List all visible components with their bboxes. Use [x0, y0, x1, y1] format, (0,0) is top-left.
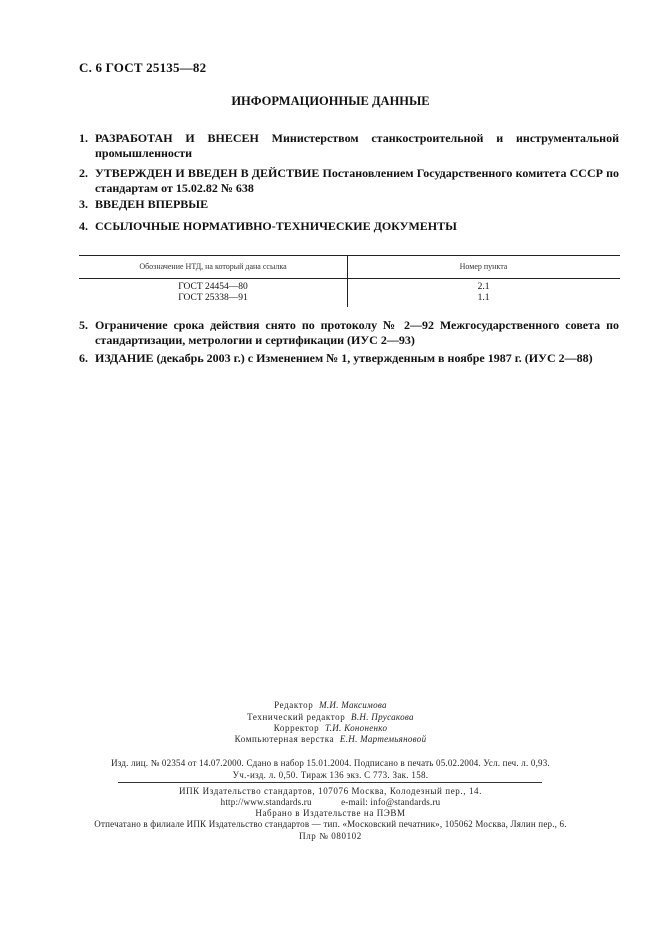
table-cell-clause: 1.1	[477, 293, 490, 303]
publisher-website[interactable]: http://www.standards.ru	[220, 797, 312, 807]
info-item-2	[79, 166, 619, 195]
print-info-line-2: Уч.-изд. л. 0,50. Тираж 136 экз. С 773. Зак. 158.	[232, 770, 429, 780]
publisher-contacts	[0, 797, 661, 807]
table-header-rule	[79, 278, 620, 279]
item-number: 6.	[79, 351, 88, 365]
credit-layout	[0, 734, 661, 744]
item-text: Ограничение срока действия снято по протоколу № 2—92 Межгосударственного совета по стандартизации, метрологии и сертификации (ИУС 2—93)	[95, 318, 619, 347]
item-lead: РАЗРАБОТАН И ВНЕСЕН	[95, 131, 259, 145]
credit-name: В.Н. Прусакова	[351, 712, 414, 722]
credit-label: Технический редактор	[247, 712, 346, 722]
credit-name: Т.И. Кононенко	[324, 723, 388, 733]
publisher-address: ИПК Издательство стандартов, 107076 Москва, Колодезный пер., 14.	[178, 786, 483, 796]
info-item-4	[79, 219, 619, 234]
credit-corrector	[0, 723, 661, 733]
credit-tech-editor	[0, 712, 661, 722]
publisher-email[interactable]: e-mail: info@standards.ru	[341, 797, 441, 807]
credit-label: Редактор	[274, 700, 314, 710]
item-text: Постановлением Государственного комитета СССР по стандартам от 15.02.82 № 638	[95, 166, 620, 195]
license-number: Плр № 080102	[299, 831, 362, 841]
table-header-clause: Номер пункта	[459, 262, 508, 271]
table-cell-clause: 2.1	[477, 282, 490, 292]
printer-info: Отпечатано в филиале ИПК Издательство стандартов — тип. «Московский печатник», 105062 Москва, Лялин пер., 6.	[94, 819, 567, 829]
item-number: 2.	[79, 166, 88, 180]
item-number: 4.	[79, 219, 88, 233]
table-cell-document: ГОСТ 25338—91	[178, 293, 248, 303]
item-lead: УТВЕРЖДЕН И ВВЕДЕН В ДЕЙСТВИЕ	[95, 166, 320, 180]
info-item-5	[79, 318, 619, 347]
section-title: ИНФОРМАЦИОННЫЕ ДАННЫЕ	[231, 94, 430, 108]
credit-label: Корректор	[273, 723, 320, 733]
info-item-3	[79, 197, 619, 212]
references-table	[79, 255, 620, 303]
imprint-separator	[118, 782, 542, 783]
info-item-6	[79, 351, 619, 366]
table-header-document: Обозначение НТД, на который дана ссылка	[139, 262, 287, 271]
item-text: ИЗДАНИЕ (декабрь 2003 г.) с Изменением № 1, утвержденным в ноябре 1987 г. (ИУС 2—88)	[95, 351, 593, 365]
print-info-line-1: Изд. лиц. № 02354 от 14.07.2000. Сдано в набор 15.01.2004. Подписано в печать 05.02.2004. Усл. печ. л. 0,93.	[111, 758, 550, 768]
credit-label: Компьютерная верстка	[234, 734, 335, 744]
credit-name: Е.Н. Мартемьяновой	[339, 734, 427, 744]
item-number: 3.	[79, 197, 88, 211]
item-text: Министерством станкостроительной и инструментальной промышленности	[95, 131, 620, 160]
typeset-note: Набрано в Издательстве на ПЭВМ	[255, 808, 406, 818]
credit-editor	[0, 700, 661, 710]
item-lead: ССЫЛОЧНЫЕ НОРМАТИВНО-ТЕХНИЧЕСКИЕ ДОКУМЕНТЫ	[95, 219, 457, 233]
page-header: С. 6 ГОСТ 25135—82	[79, 60, 207, 75]
item-lead: ВВЕДЕН ВПЕРВЫЕ	[95, 197, 209, 211]
item-number: 1.	[79, 131, 88, 145]
item-number: 5.	[79, 318, 88, 332]
credit-name: М.И. Максимова	[319, 700, 387, 710]
info-item-1	[79, 131, 619, 160]
table-cell-document: ГОСТ 24454—80	[178, 282, 248, 292]
